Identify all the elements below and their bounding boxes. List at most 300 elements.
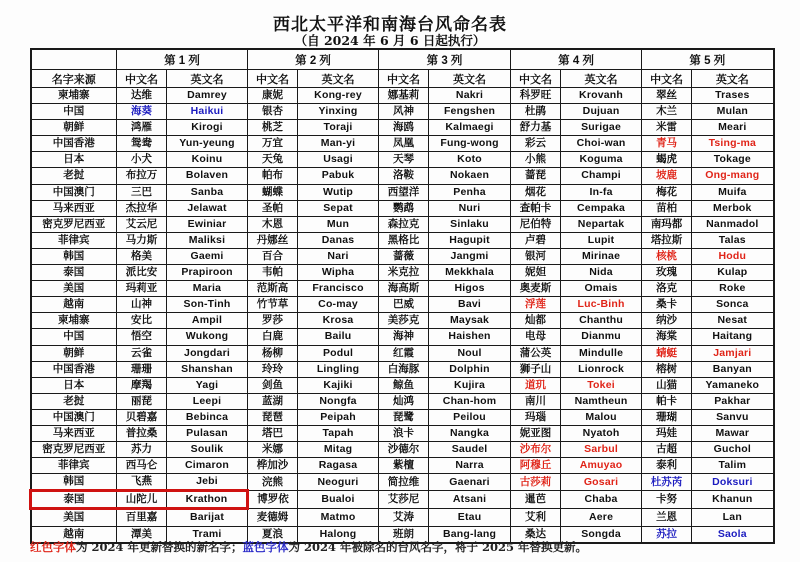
name-cell-cn: 苏力 (117, 442, 167, 458)
name-cell-cn: 银河 (511, 248, 561, 264)
name-cell-en: Nesat (692, 313, 774, 329)
legend-note (30, 539, 587, 555)
name-cell-cn: 银杏 (248, 104, 298, 120)
source-header-cell: 名字来源 (31, 70, 117, 88)
name-cell-en: Lan (692, 509, 774, 526)
name-cell-cn: 浮莲 (511, 297, 561, 313)
name-cell-cn: 玛莉亚 (117, 281, 167, 297)
name-cell-en: Bailu (298, 329, 379, 345)
name-cell-cn: 风神 (379, 104, 429, 120)
typhoon-name-table (29, 48, 775, 544)
table-row (31, 345, 774, 361)
name-cell-en: Peilou (429, 409, 511, 425)
name-cell-en: Luc-Binh (561, 297, 642, 313)
name-cell-cn: 青马 (642, 136, 692, 152)
column-group-header-5: 第 5 列 (642, 49, 774, 70)
name-cell-en: Malou (561, 409, 642, 425)
name-cell-cn: 帕卡 (642, 393, 692, 409)
name-cell-en: Nokaen (429, 168, 511, 184)
name-cell-cn: 云雀 (117, 345, 167, 361)
name-cell-en: Maysak (429, 313, 511, 329)
table-header (31, 49, 774, 88)
name-cell-cn: 百合 (248, 248, 298, 264)
name-cell-cn: 紫檀 (379, 458, 429, 474)
name-cell-en: Leepi (167, 393, 248, 409)
name-cell-cn: 木恩 (248, 216, 298, 232)
name-cell-en: Etau (429, 509, 511, 526)
name-cell-cn: 鹦鹉 (379, 200, 429, 216)
table-row (31, 152, 774, 168)
name-cell-en: Maria (167, 281, 248, 297)
name-cell-en: Gaemi (167, 248, 248, 264)
name-cell-cn: 杰拉华 (117, 200, 167, 216)
name-cell-en: Wipha (298, 265, 379, 281)
name-cell-en: Kulap (692, 265, 774, 281)
name-cell-cn: 娜基莉 (379, 88, 429, 104)
name-cell-cn: 西望洋 (379, 184, 429, 200)
cn-header-5: 中文名 (642, 70, 692, 88)
source-cell: 菲律宾 (31, 458, 117, 474)
name-cell-cn: 杜苏芮 (642, 474, 692, 491)
sub-header-row (31, 70, 774, 88)
name-cell-en: Shanshan (167, 361, 248, 377)
source-cell: 菲律宾 (31, 232, 117, 248)
name-cell-en: Yamaneko (692, 377, 774, 393)
table-row (31, 200, 774, 216)
name-cell-cn: 泰利 (642, 458, 692, 474)
name-cell-cn: 古超 (642, 442, 692, 458)
name-cell-en: Lingling (298, 361, 379, 377)
name-cell-cn: 贝碧嘉 (117, 409, 167, 425)
name-cell-cn: 帕布 (248, 168, 298, 184)
name-cell-cn: 核桃 (642, 248, 692, 264)
table-row (31, 442, 774, 458)
source-cell: 密克罗尼西亚 (31, 216, 117, 232)
name-cell-en: Yinxing (298, 104, 379, 120)
name-cell-cn: 森拉克 (379, 216, 429, 232)
source-cell: 越南 (31, 297, 117, 313)
name-cell-en: Surigae (561, 120, 642, 136)
name-cell-cn: 博罗依 (248, 491, 298, 509)
name-cell-cn: 蔷琵 (511, 168, 561, 184)
source-cell: 中国香港 (31, 136, 117, 152)
name-cell-en: Toraji (298, 120, 379, 136)
name-cell-en: Barijat (167, 509, 248, 526)
source-cell: 柬埔寨 (31, 313, 117, 329)
name-cell-cn: 蒲公英 (511, 345, 561, 361)
table-row (31, 168, 774, 184)
name-cell-en: Gaenari (429, 474, 511, 491)
name-cell-cn: 桑达 (511, 526, 561, 543)
column-group-header-2: 第 2 列 (248, 49, 379, 70)
name-cell-cn: 玛瑙 (511, 409, 561, 425)
table-row (31, 474, 774, 491)
name-cell-cn: 蝴蝶 (248, 184, 298, 200)
column-group-header-3: 第 3 列 (379, 49, 511, 70)
name-cell-en: Amuyao (561, 458, 642, 474)
en-header-3: 英文名 (429, 70, 511, 88)
name-cell-en: Banyan (692, 361, 774, 377)
name-cell-en: Bolaven (167, 168, 248, 184)
name-cell-cn: 珊珊 (117, 361, 167, 377)
name-cell-en: Pulasan (167, 425, 248, 441)
name-cell-en: Mulan (692, 104, 774, 120)
name-cell-en: Sarbul (561, 442, 642, 458)
name-cell-en: In-fa (561, 184, 642, 200)
name-cell-cn: 普拉桑 (117, 425, 167, 441)
name-cell-en: Nyatoh (561, 425, 642, 441)
name-cell-cn: 竹节草 (248, 297, 298, 313)
name-cell-en: Bavi (429, 297, 511, 313)
name-cell-cn: 班朗 (379, 526, 429, 543)
name-cell-cn: 灿鸿 (379, 393, 429, 409)
name-cell-cn: 小熊 (511, 152, 561, 168)
name-cell-en: Cempaka (561, 200, 642, 216)
name-cell-cn: 格美 (117, 248, 167, 264)
name-cell-cn: 桑卡 (642, 297, 692, 313)
name-cell-cn: 烟花 (511, 184, 561, 200)
name-cell-en: Soulik (167, 442, 248, 458)
en-header-5: 英文名 (692, 70, 774, 88)
name-cell-en: Fengshen (429, 104, 511, 120)
name-cell-en: Talas (692, 232, 774, 248)
table-row (31, 104, 774, 120)
name-cell-cn: 电母 (511, 329, 561, 345)
table-row (31, 281, 774, 297)
name-cell-en: Krosa (298, 313, 379, 329)
name-cell-en: Tapah (298, 425, 379, 441)
name-cell-cn: 梅花 (642, 184, 692, 200)
name-cell-cn: 鲸鱼 (379, 377, 429, 393)
source-cell: 中国 (31, 104, 117, 120)
name-cell-en: Halong (298, 526, 379, 543)
name-cell-en: Podul (298, 345, 379, 361)
name-cell-cn: 黑格比 (379, 232, 429, 248)
name-cell-cn: 西马仑 (117, 458, 167, 474)
name-cell-cn: 杜鹃 (511, 104, 561, 120)
name-cell-cn: 凤凰 (379, 136, 429, 152)
name-cell-en: Man-yi (298, 136, 379, 152)
name-cell-cn: 桦加沙 (248, 458, 298, 474)
name-cell-cn: 悟空 (117, 329, 167, 345)
name-cell-cn: 南玛都 (642, 216, 692, 232)
name-cell-en: Mindulle (561, 345, 642, 361)
name-cell-cn: 海高斯 (379, 281, 429, 297)
name-cell-cn: 康妮 (248, 88, 298, 104)
name-cell-en: Ong-mang (692, 168, 774, 184)
name-cell-en: Kirogi (167, 120, 248, 136)
table-body (31, 88, 774, 543)
source-cell: 老挝 (31, 393, 117, 409)
name-cell-en: Francisco (298, 281, 379, 297)
name-cell-cn: 丽琵 (117, 393, 167, 409)
name-cell-cn: 科罗旺 (511, 88, 561, 104)
name-cell-en: Omais (561, 281, 642, 297)
name-cell-cn: 桃芝 (248, 120, 298, 136)
name-cell-en: Nongfa (298, 393, 379, 409)
name-cell-en: Nanmadol (692, 216, 774, 232)
table-row (31, 329, 774, 345)
name-cell-en: Chan-hom (429, 393, 511, 409)
name-cell-cn: 暹芭 (511, 491, 561, 509)
name-cell-en: Tokei (561, 377, 642, 393)
name-cell-en: Khanun (692, 491, 774, 509)
name-cell-cn: 山猫 (642, 377, 692, 393)
cn-header-1: 中文名 (117, 70, 167, 88)
name-cell-cn: 山神 (117, 297, 167, 313)
name-cell-cn: 海鸥 (379, 120, 429, 136)
name-cell-en: Danas (298, 232, 379, 248)
name-cell-en: Jebi (167, 474, 248, 491)
name-cell-en: Pabuk (298, 168, 379, 184)
name-cell-cn: 海棠 (642, 329, 692, 345)
cn-header-4: 中文名 (511, 70, 561, 88)
source-cell: 密克罗尼西亚 (31, 442, 117, 458)
name-cell-cn: 杨柳 (248, 345, 298, 361)
name-cell-en: Trases (692, 88, 774, 104)
source-cell: 马来西亚 (31, 200, 117, 216)
name-cell-en: Jangmi (429, 248, 511, 264)
name-cell-en: Wutip (298, 184, 379, 200)
name-cell-cn: 木兰 (642, 104, 692, 120)
name-cell-en: Guchol (692, 442, 774, 458)
name-cell-en: Cimaron (167, 458, 248, 474)
name-cell-en: Chanthu (561, 313, 642, 329)
name-cell-en: Noul (429, 345, 511, 361)
name-cell-cn: 韦帕 (248, 265, 298, 281)
name-cell-cn: 苏拉 (642, 526, 692, 543)
name-cell-en: Merbok (692, 200, 774, 216)
name-cell-cn: 艾利 (511, 509, 561, 526)
table-row (31, 361, 774, 377)
name-cell-en: Nakri (429, 88, 511, 104)
name-cell-cn: 琵琶 (248, 409, 298, 425)
table-row (31, 377, 774, 393)
name-cell-en: Mirinae (561, 248, 642, 264)
legend-red-text: 为 2024 年更新替换的新名字； (76, 540, 243, 554)
name-cell-cn: 浪卡 (379, 425, 429, 441)
source-cell: 中国澳门 (31, 184, 117, 200)
name-cell-cn: 塔巴 (248, 425, 298, 441)
name-cell-en: Lionrock (561, 361, 642, 377)
column-group-header-4: 第 4 列 (511, 49, 642, 70)
source-cell: 朝鲜 (31, 345, 117, 361)
source-cell: 朝鲜 (31, 120, 117, 136)
name-cell-cn: 米娜 (248, 442, 298, 458)
name-cell-cn: 三巴 (117, 184, 167, 200)
name-cell-cn: 布拉万 (117, 168, 167, 184)
name-cell-en: Jelawat (167, 200, 248, 216)
name-cell-en: Gosari (561, 474, 642, 491)
name-cell-cn: 苗柏 (642, 200, 692, 216)
legend-red-label: 红色字体 (30, 540, 76, 554)
name-cell-en: Haishen (429, 329, 511, 345)
legend-blue-label: 蓝色字体 (242, 540, 289, 554)
name-cell-cn: 浣熊 (248, 474, 298, 491)
name-cell-en: Usagi (298, 152, 379, 168)
name-cell-en: Mitag (298, 442, 379, 458)
name-cell-en: Dujuan (561, 104, 642, 120)
name-cell-en: Koto (429, 152, 511, 168)
name-cell-cn: 古莎莉 (511, 474, 561, 491)
name-cell-en: Krathon (167, 491, 248, 509)
name-cell-cn: 沙德尔 (379, 442, 429, 458)
name-cell-en: Lupit (561, 232, 642, 248)
name-cell-en: Meari (692, 120, 774, 136)
name-cell-en: Atsani (429, 491, 511, 509)
name-cell-en: Sanba (167, 184, 248, 200)
name-cell-cn: 狮子山 (511, 361, 561, 377)
table-row (31, 393, 774, 409)
table-row (31, 136, 774, 152)
source-cell: 中国澳门 (31, 409, 117, 425)
name-cell-en: Choi-wan (561, 136, 642, 152)
name-cell-cn: 灿都 (511, 313, 561, 329)
table-row (31, 232, 774, 248)
name-cell-en: Sinlaku (429, 216, 511, 232)
name-cell-cn: 麦德姆 (248, 509, 298, 526)
name-cell-cn: 红霞 (379, 345, 429, 361)
name-cell-cn: 蝎虎 (642, 152, 692, 168)
name-cell-en: Kalmaegi (429, 120, 511, 136)
name-cell-en: Bebinca (167, 409, 248, 425)
name-cell-en: Kujira (429, 377, 511, 393)
en-header-1: 英文名 (167, 70, 248, 88)
name-cell-cn: 兰恩 (642, 509, 692, 526)
name-cell-cn: 鸳鸯 (117, 136, 167, 152)
name-cell-cn: 翠丝 (642, 88, 692, 104)
name-cell-en: Wukong (167, 329, 248, 345)
page-title: 西北太平洋和南海台风命名表 (273, 15, 507, 35)
name-cell-cn: 夏浪 (248, 526, 298, 543)
name-cell-cn: 阿穆丘 (511, 458, 561, 474)
name-cell-en: Neoguri (298, 474, 379, 491)
source-cell: 中国 (31, 329, 117, 345)
name-cell-en: Tsing-ma (692, 136, 774, 152)
name-cell-cn: 尼伯特 (511, 216, 561, 232)
source-cell: 美国 (31, 509, 117, 526)
name-cell-en: Songda (561, 526, 642, 543)
name-cell-en: Fung-wong (429, 136, 511, 152)
name-cell-cn: 白海豚 (379, 361, 429, 377)
table-row (31, 120, 774, 136)
name-cell-cn: 天琴 (379, 152, 429, 168)
name-cell-cn: 卡努 (642, 491, 692, 509)
name-cell-cn: 达维 (117, 88, 167, 104)
name-cell-en: Namtheun (561, 393, 642, 409)
name-cell-en: Bualoi (298, 491, 379, 509)
page-subtitle: （自 2024 年 6 月 6 日起执行） (294, 33, 486, 48)
name-cell-cn: 蔷薇 (379, 248, 429, 264)
name-cell-en: Nangka (429, 425, 511, 441)
name-cell-cn: 马力斯 (117, 232, 167, 248)
name-cell-en: Matmo (298, 509, 379, 526)
name-cell-en: Doksuri (692, 474, 774, 491)
name-cell-cn: 榕树 (642, 361, 692, 377)
cn-header-2: 中文名 (248, 70, 298, 88)
en-header-4: 英文名 (561, 70, 642, 88)
name-cell-en: Bang-lang (429, 526, 511, 543)
source-cell: 越南 (31, 526, 117, 543)
source-cell: 韩国 (31, 248, 117, 264)
name-cell-en: Co-may (298, 297, 379, 313)
name-cell-en: Yun-yeung (167, 136, 248, 152)
name-cell-cn: 道玑 (511, 377, 561, 393)
name-cell-en: Koguma (561, 152, 642, 168)
legend-blue-text: 为 2024 年被除名的台风名字，将于 2025 年替换更新。 (288, 540, 588, 554)
table-row (31, 509, 774, 526)
name-cell-cn: 山陀儿 (117, 491, 167, 509)
name-cell-cn: 丹娜丝 (248, 232, 298, 248)
name-cell-cn: 安比 (117, 313, 167, 329)
source-cell: 日本 (31, 377, 117, 393)
table-row (31, 248, 774, 264)
name-cell-en: Ragasa (298, 458, 379, 474)
name-cell-en: Koinu (167, 152, 248, 168)
name-cell-cn: 剑鱼 (248, 377, 298, 393)
name-cell-en: Prapiroon (167, 265, 248, 281)
table-row (31, 216, 774, 232)
name-cell-en: Chaba (561, 491, 642, 509)
name-cell-cn: 圣帕 (248, 200, 298, 216)
name-cell-cn: 玲玲 (248, 361, 298, 377)
table-row (31, 458, 774, 474)
name-cell-en: Nari (298, 248, 379, 264)
name-cell-cn: 洛克 (642, 281, 692, 297)
name-cell-en: Krovanh (561, 88, 642, 104)
column-group-header-1: 第 1 列 (117, 49, 248, 70)
name-cell-en: Jongdari (167, 345, 248, 361)
name-cell-cn: 派比安 (117, 265, 167, 281)
name-cell-en: Maliksi (167, 232, 248, 248)
name-cell-cn: 妮亚图 (511, 425, 561, 441)
name-cell-en: Muifa (692, 184, 774, 200)
name-cell-cn: 纳沙 (642, 313, 692, 329)
source-cell: 日本 (31, 152, 117, 168)
name-cell-cn: 妮妲 (511, 265, 561, 281)
source-cell: 柬埔寨 (31, 88, 117, 104)
name-cell-en: Kajiki (298, 377, 379, 393)
name-cell-en: Nida (561, 265, 642, 281)
table-row (31, 313, 774, 329)
name-cell-cn: 海葵 (117, 104, 167, 120)
name-cell-cn: 简拉维 (379, 474, 429, 491)
source-cell: 马来西亚 (31, 425, 117, 441)
name-cell-cn: 海神 (379, 329, 429, 345)
name-cell-en: Penha (429, 184, 511, 200)
name-cell-cn: 小犬 (117, 152, 167, 168)
name-cell-en: Aere (561, 509, 642, 526)
name-cell-cn: 米克拉 (379, 265, 429, 281)
name-cell-cn: 摩羯 (117, 377, 167, 393)
source-cell: 中国香港 (31, 361, 117, 377)
name-cell-en: Son-Tinh (167, 297, 248, 313)
name-cell-en: Dolphin (429, 361, 511, 377)
name-cell-cn: 坡鹿 (642, 168, 692, 184)
name-cell-en: Kong-rey (298, 88, 379, 104)
name-cell-cn: 蓝湖 (248, 393, 298, 409)
name-cell-en: Haikui (167, 104, 248, 120)
name-cell-en: Mekkhala (429, 265, 511, 281)
name-cell-cn: 珊瑚 (642, 409, 692, 425)
name-cell-cn: 彩云 (511, 136, 561, 152)
name-cell-cn: 罗莎 (248, 313, 298, 329)
name-cell-cn: 沙布尔 (511, 442, 561, 458)
name-cell-en: Saudel (429, 442, 511, 458)
name-cell-cn: 白鹿 (248, 329, 298, 345)
table-row (31, 425, 774, 441)
name-cell-cn: 鸿雁 (117, 120, 167, 136)
